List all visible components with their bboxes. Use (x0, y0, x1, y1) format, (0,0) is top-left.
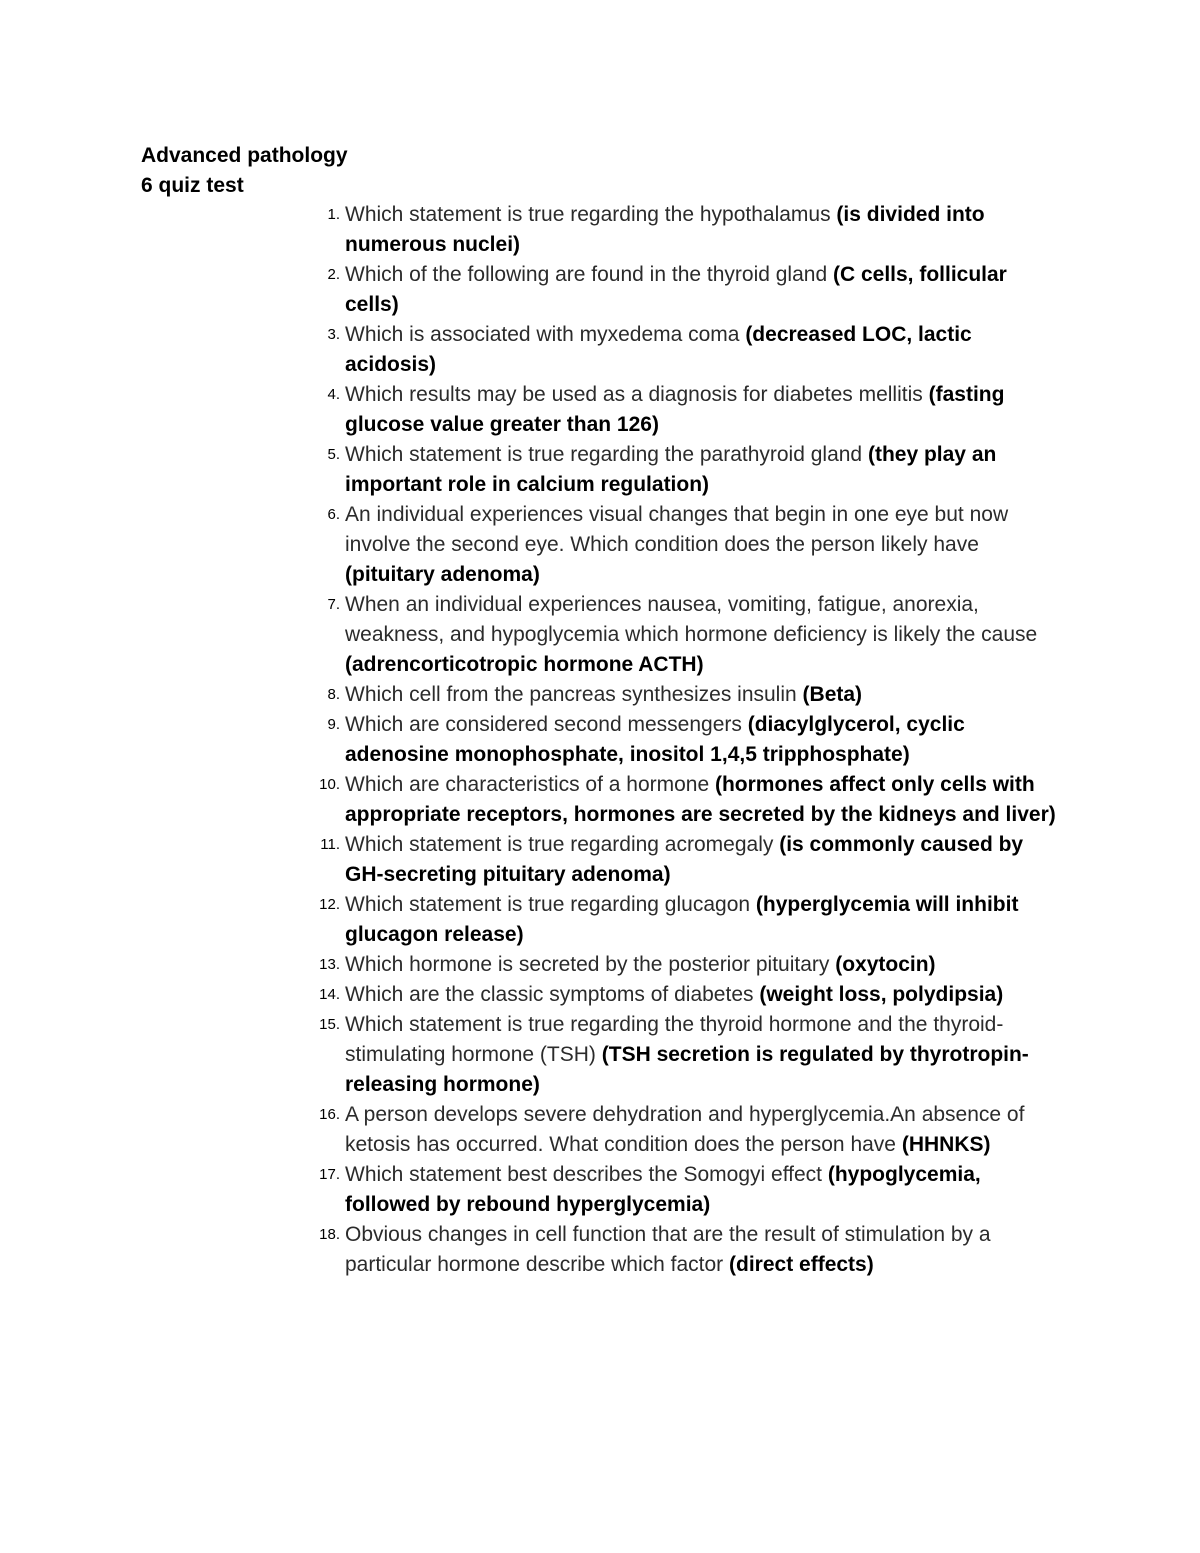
question-item (300, 710, 1060, 770)
question-number: 6. (327, 506, 340, 523)
question-number: 1. (327, 206, 340, 223)
question-text: Which is associated with myxedema coma (345, 323, 746, 346)
question-text: Which statement is true regarding the parathyroid gland (345, 443, 868, 466)
question-text: Which cell from the pancreas synthesizes insulin (345, 683, 803, 706)
question-list (300, 200, 1060, 1280)
question-item (300, 320, 1060, 380)
question-text: Which are the classic symptoms of diabetes (345, 983, 760, 1006)
answer-text: (decreased LOC, lactic acidosis) (345, 323, 972, 376)
question-number: 10. (319, 776, 340, 793)
question-number: 5. (327, 446, 340, 463)
question-item (300, 1160, 1060, 1220)
question-item (300, 440, 1060, 500)
question-number: 7. (327, 596, 340, 613)
answer-text: (is commonly caused by GH-secreting pituitary adenoma) (345, 833, 1024, 886)
question-item (300, 830, 1060, 890)
answer-text: (Beta) (802, 683, 863, 706)
question-item (300, 1100, 1060, 1160)
question-text: Which hormone is secreted by the posterior pituitary (345, 953, 836, 976)
question-item (300, 980, 1060, 1010)
question-item (300, 1010, 1060, 1100)
answer-text: (diacylglycerol, cyclic adenosine monophosphate, inositol 1,4,5 tripphosphate) (345, 713, 965, 766)
answer-text: (oxytocin) (835, 953, 936, 976)
question-item (300, 680, 1060, 710)
question-number: 3. (327, 326, 340, 343)
question-number: 8. (327, 686, 340, 703)
question-text: Obvious changes in cell function that are the result of stimulation by a particular hormone describe which factor (345, 1223, 991, 1276)
question-text: Which results may be used as a diagnosis for diabetes mellitis (345, 383, 929, 406)
answer-text: (direct effects) (729, 1253, 874, 1276)
answer-text: (hyperglycemia will inhibit glucagon release) (345, 893, 1019, 946)
question-text: Which statement is true regarding acromegaly (345, 833, 780, 856)
question-number: 2. (327, 266, 340, 283)
question-text: Which are considered second messengers (345, 713, 748, 736)
answer-text: (fasting glucose value greater than 126) (345, 383, 1005, 436)
question-number: 15. (319, 1016, 340, 1033)
document-subtitle: 6 quiz test (141, 174, 244, 197)
question-number: 9. (327, 716, 340, 733)
question-number: 18. (319, 1226, 340, 1243)
question-text: A person develops severe dehydration and hyperglycemia.An absence of ketosis has occurred. What condition does the person have (345, 1103, 1025, 1156)
question-item (300, 380, 1060, 440)
question-number: 13. (319, 956, 340, 973)
question-number: 17. (319, 1166, 340, 1183)
answer-text: (hormones affect only cells with appropriate receptors, hormones are secreted by the kidneys and liver) (345, 773, 1056, 826)
answer-text: (adrencorticotropic hormone ACTH) (345, 653, 704, 676)
question-text: Which statement best describes the Somogyi effect (345, 1163, 828, 1186)
question-item (300, 200, 1060, 260)
question-item (300, 590, 1060, 680)
question-item (300, 500, 1060, 590)
answer-text: (pituitary adenoma) (345, 563, 540, 586)
question-number: 16. (319, 1106, 340, 1123)
question-text: Which statement is true regarding the thyroid hormone and the thyroid-stimulating hormone (TSH) (345, 1013, 1004, 1066)
question-item (300, 770, 1060, 830)
question-item (300, 1220, 1060, 1280)
question-number: 12. (319, 896, 340, 913)
document-header (141, 141, 348, 201)
question-item (300, 950, 1060, 980)
question-number: 14. (319, 986, 340, 1003)
document-title: Advanced pathology (141, 144, 348, 167)
answer-text: (is divided into numerous nuclei) (345, 203, 985, 256)
question-text: Which of the following are found in the thyroid gland (345, 263, 833, 286)
question-text: Which statement is true regarding the hypothalamus (345, 203, 837, 226)
answer-text: (weight loss, polydipsia) (759, 983, 1004, 1006)
question-text: Which statement is true regarding glucagon (345, 893, 756, 916)
question-text: Which are characteristics of a hormone (345, 773, 715, 796)
answer-text: (TSH secretion is regulated by thyrotropin-releasing hormone) (345, 1043, 1029, 1096)
question-item (300, 890, 1060, 950)
question-number: 11. (320, 836, 340, 853)
question-text: An individual experiences visual changes that begin in one eye but now involve the second eye. Which condition does the person likely have (345, 503, 1009, 556)
answer-text: (they play an important role in calcium regulation) (345, 443, 997, 496)
answer-text: (hypoglycemia, followed by rebound hyperglycemia) (345, 1163, 981, 1216)
answer-text: (HHNKS) (901, 1133, 991, 1156)
question-text: When an individual experiences nausea, vomiting, fatigue, anorexia, weakness, and hypoglycemia which hormone deficiency is likely the cause (345, 593, 1038, 646)
question-number: 4. (327, 386, 340, 403)
question-item (300, 260, 1060, 320)
answer-text: (C cells, follicular cells) (345, 263, 1007, 316)
